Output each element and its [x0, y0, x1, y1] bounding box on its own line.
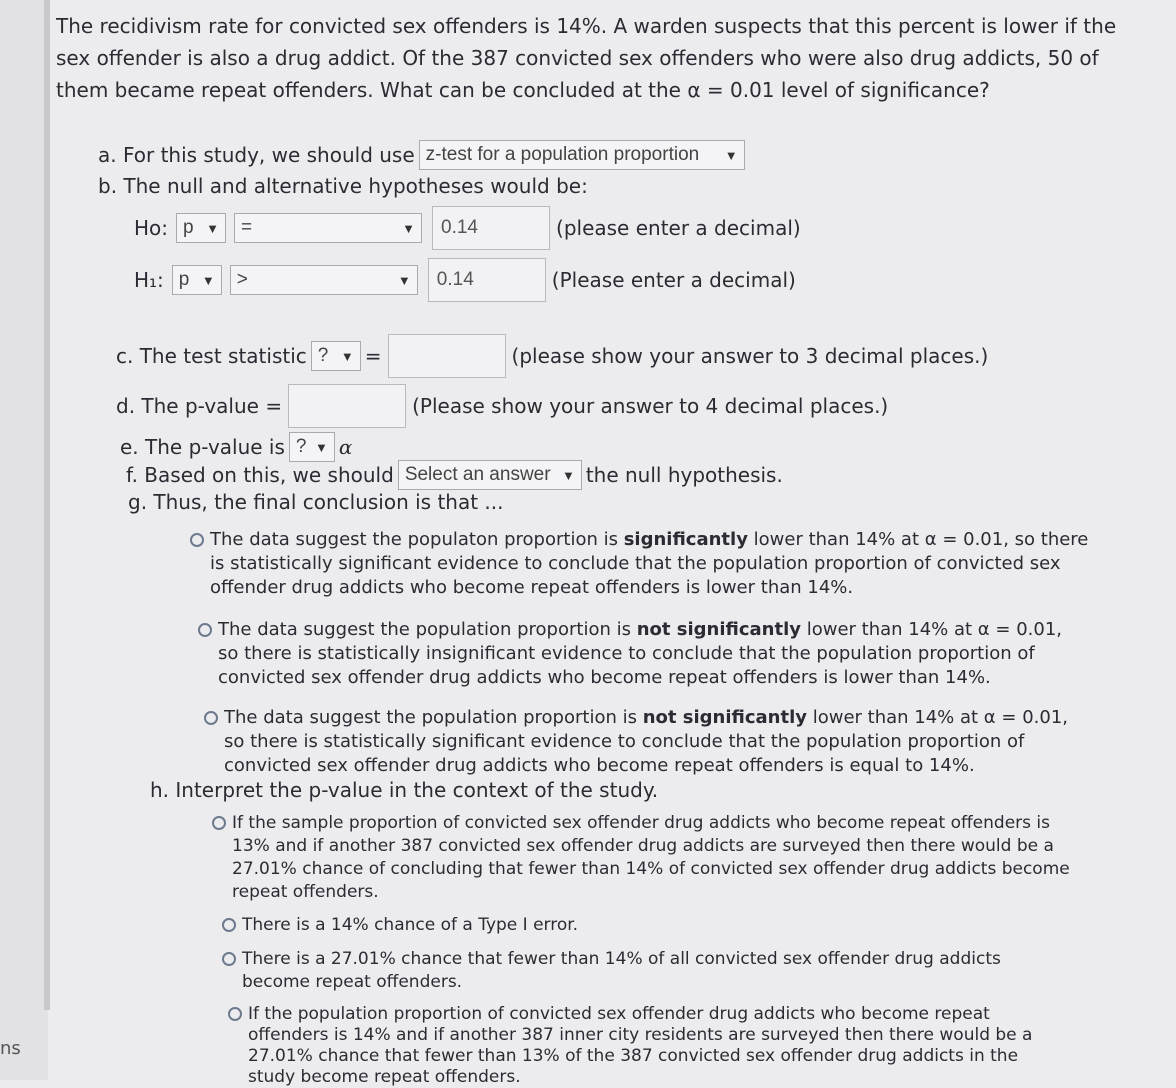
- test-statistic-symbol-value: ?: [317, 345, 329, 366]
- part-b: [98, 174, 588, 198]
- test-type-value: z-test for a population proportion: [425, 144, 700, 165]
- interpretation-option-text: There is a 14% chance of a Type I error.: [242, 915, 579, 935]
- chevron-down-icon: ▼: [340, 348, 354, 364]
- part-f-label: f. Based on this, we should: [126, 463, 394, 487]
- part-f-suffix: the null hypothesis.: [585, 463, 783, 487]
- null-decision-select[interactable]: [398, 460, 582, 490]
- part-h-label: h. Interpret the p-value in the context of the study.: [150, 778, 659, 802]
- part-b-label: b. The null and alternative hypotheses would be:: [98, 174, 588, 198]
- p-value-comparison-value: ?: [295, 436, 307, 457]
- h0-operator-select[interactable]: [234, 213, 422, 243]
- radio-button[interactable]: [222, 952, 236, 966]
- chevron-down-icon: ▼: [201, 272, 215, 288]
- h1-value-input[interactable]: 0.14: [428, 258, 546, 302]
- option-text-bold: significantly: [623, 529, 748, 550]
- part-a-label: a. For this study, we should use: [98, 143, 415, 167]
- option-text-pre: The data suggest the populaton proportion is: [210, 529, 624, 550]
- test-type-select[interactable]: [419, 140, 745, 170]
- interpretation-option-text: If the population proportion of convicted sex offender drug addicts who become repeat offenders is 14% and if another 387 inner city residents are surveyed then there would be a 27.01% chance that fewer than 13% of the 387 convicted sex offender drug addicts in the study become repeat offenders.: [248, 1004, 1033, 1087]
- option-text-post: lower than 14% at α = 0.01, so there is statistically significant evidence to conclude that the population proportion of convicted sex offender drug addicts who become repeat offenders is equal to 14%.: [224, 707, 1068, 776]
- radio-button[interactable]: [190, 533, 204, 547]
- h1-row: [134, 258, 796, 302]
- h1-param-select[interactable]: [172, 265, 222, 295]
- interpretation-option[interactable]: [222, 914, 1062, 937]
- chevron-down-icon: ▼: [561, 467, 575, 483]
- radio-button[interactable]: [204, 711, 218, 725]
- part-d-label: d. The p-value =: [116, 394, 283, 418]
- h0-value-input[interactable]: 0.14: [432, 206, 550, 250]
- test-statistic-symbol-select[interactable]: [311, 341, 361, 371]
- chevron-down-icon: ▼: [315, 439, 328, 455]
- part-e-label: e. The p-value is: [120, 435, 285, 459]
- h0-row: [134, 206, 801, 250]
- part-e: [120, 432, 352, 462]
- radio-button[interactable]: [228, 1007, 242, 1021]
- part-d-hint: (Please show your answer to 4 decimal places.): [412, 394, 889, 418]
- interpretation-option[interactable]: [212, 812, 1072, 904]
- chevron-down-icon: ▼: [402, 220, 416, 236]
- interpretation-option-text: There is a 27.01% chance that fewer than 14% of all convicted sex offender drug addicts become repeat offenders.: [242, 949, 1001, 992]
- question-text: The recidivism rate for convicted sex offenders is 14%. A warden suspects that this percent is lower if the sex offender is also a drug addict. Of the 387 convicted sex offenders who were also drug addicts, 50 of them became repeat offenders. What can be concluded at the α = 0.01 level of significance?: [56, 14, 1117, 102]
- conclusion-option[interactable]: [204, 706, 1074, 778]
- h0-hint: (please enter a decimal): [556, 216, 801, 240]
- conclusion-option[interactable]: [190, 528, 1090, 600]
- conclusion-option-text: [218, 618, 1078, 690]
- part-g: [128, 490, 504, 514]
- conclusion-option[interactable]: [198, 618, 1078, 690]
- conclusion-option-text: [224, 706, 1074, 778]
- alpha-symbol: α: [338, 435, 353, 459]
- test-statistic-input[interactable]: [388, 334, 506, 378]
- h1-operator-select[interactable]: [230, 265, 418, 295]
- h0-param-select[interactable]: [176, 213, 226, 243]
- option-text-bold: not significantly: [636, 619, 801, 640]
- option-text-pre: The data suggest the population proportion is: [224, 707, 643, 728]
- part-d: [116, 384, 888, 428]
- p-value-comparison-select[interactable]: [289, 432, 335, 462]
- conclusion-option-text: [210, 528, 1090, 600]
- part-f: [126, 460, 783, 490]
- part-c-label: c. The test statistic: [116, 344, 307, 368]
- h1-param-value: p: [178, 269, 190, 290]
- option-text-post: lower than 14% at α = 0.01, so there is statistically significant evidence to conclude that the population proportion of convicted sex offender drug addicts who become repeat offenders is lower than 14%.: [210, 529, 1089, 598]
- interpretation-option[interactable]: [228, 1004, 1058, 1088]
- equals-sign: =: [364, 344, 382, 368]
- part-c: [116, 334, 988, 378]
- radio-button[interactable]: [222, 918, 236, 932]
- h1-hint: (Please enter a decimal): [551, 268, 796, 292]
- option-text-bold: not significantly: [642, 707, 807, 728]
- interpretation-option-text: If the sample proportion of convicted sex offender drug addicts who become repeat offenders is 13% and if another 387 convicted sex offender drug addicts are surveyed then there would be a 27.01% chance of concluding that fewer than 14% of convicted sex offender drug addicts become repeat offenders.: [232, 813, 1070, 902]
- null-decision-value: Select an answer: [404, 464, 551, 485]
- chevron-down-icon: ▼: [397, 272, 411, 288]
- part-h: [150, 778, 658, 802]
- option-text-pre: The data suggest the population proportion is: [218, 619, 637, 640]
- part-g-label: g. Thus, the final conclusion is that ...: [128, 490, 504, 514]
- h0-label: Ho:: [134, 216, 169, 240]
- h0-param-value: p: [183, 217, 194, 238]
- radio-button[interactable]: [198, 623, 212, 637]
- part-c-hint: (please show your answer to 3 decimal places.): [511, 344, 989, 368]
- radio-button[interactable]: [212, 816, 226, 830]
- h1-operator-value: >: [236, 269, 248, 290]
- h1-label: H₁:: [134, 268, 164, 292]
- h0-operator-value: =: [241, 217, 253, 238]
- chevron-down-icon: ▼: [724, 147, 738, 163]
- chevron-down-icon: ▼: [206, 220, 220, 236]
- question-content: [54, 10, 1164, 106]
- interpretation-option[interactable]: [222, 948, 1062, 994]
- left-edge-text: ns: [0, 1038, 21, 1059]
- part-a: [98, 140, 749, 170]
- left-panel-edge: [44, 0, 50, 1010]
- p-value-input[interactable]: [288, 384, 406, 428]
- option-text-post: lower than 14% at α = 0.01, so there is statistically insignificant evidence to conclude that the population proportion of convicted sex offender drug addicts who become repeat offenders is lower than 14%.: [218, 619, 1062, 688]
- left-panel: [0, 0, 48, 1080]
